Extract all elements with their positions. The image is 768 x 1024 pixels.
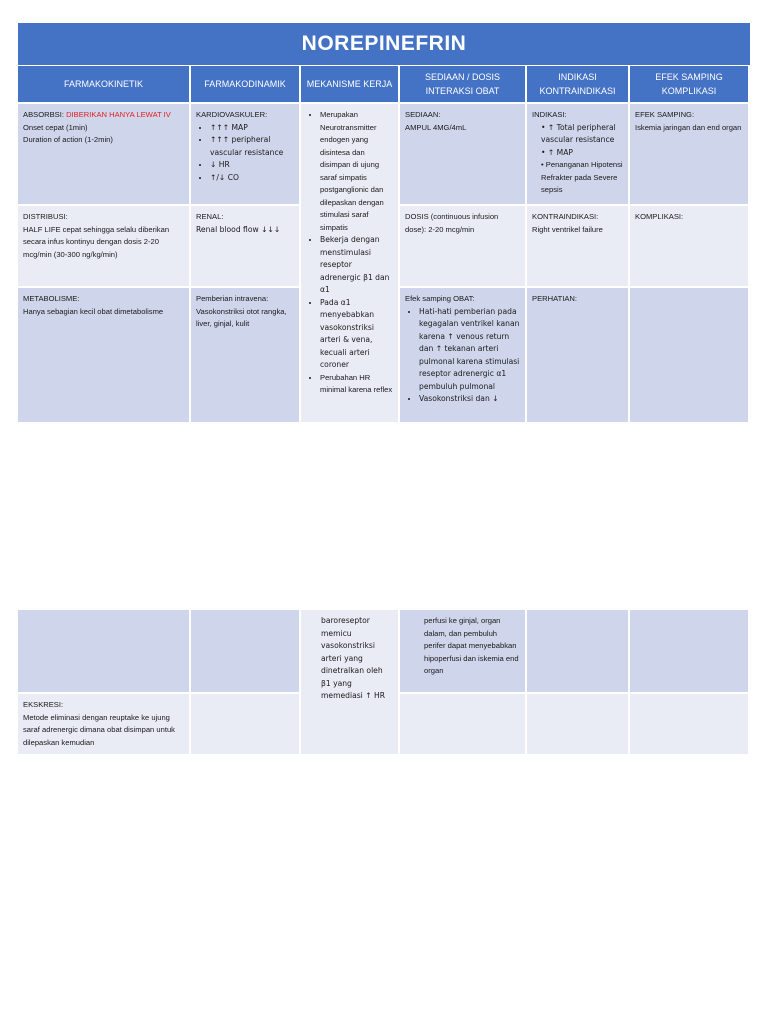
efek-obat-item: • Hati-hati pemberian pada kegagalan ventrikel kanan karena ↑ venous return dan ↑ tekanan arteri pulmonal karena stimulasi reseptor adrenergic α1 pembuluh pulmonal xyxy=(419,306,520,394)
kardio-label: KARDIOVASKULER: xyxy=(196,110,268,119)
distribusi-text: HALF LIFE cepat sehingga selalu diberikan secara infus kontinyu dengan dosis 2-20 mcg/min (30-300 ng/kg/min) xyxy=(23,224,170,259)
cell-empty xyxy=(191,694,301,756)
cell-kardiovaskuler xyxy=(191,104,301,206)
cell-indikasi xyxy=(527,104,630,206)
cell-empty xyxy=(527,610,630,694)
header-efek: EFEK SAMPING KOMPLIKASI xyxy=(630,66,750,104)
header-sediaan: SEDIAAN / DOSIS INTERAKSI OBAT xyxy=(400,66,527,104)
page-title: NOREPINEFRIN xyxy=(18,23,750,65)
cell-empty xyxy=(400,694,527,756)
absorbsi-duration: Duration of action (1-2min) xyxy=(23,135,113,144)
cell-sediaan xyxy=(400,104,527,206)
cell-pemberian xyxy=(191,288,301,424)
metabolisme-label: METABOLISME: xyxy=(23,294,80,303)
ekskresi-text: Metode eliminasi dengan reuptake ke ujung saraf adrenergic dimana obat disimpan untuk dilepaskan kemudian xyxy=(23,712,175,747)
perhatian-label: PERHATIAN: xyxy=(532,294,578,303)
cell-empty xyxy=(191,610,301,694)
cell-mekanisme xyxy=(301,104,400,424)
kardio-item: • ↑↑↑ peripheral vascular resistance xyxy=(210,134,294,159)
pemberian-text: Pemberian intravena: Vasokonstriksi otot rangka, liver, ginjal, kulit xyxy=(196,294,287,328)
header-indikasi: INDIKASI KONTRAINDIKASI xyxy=(527,66,630,104)
cell-metabolisme xyxy=(18,288,191,424)
efek-label: EFEK SAMPING: xyxy=(635,110,695,119)
header-mekanisme: MEKANISME KERJA xyxy=(301,66,400,104)
kontra-label: KONTRAINDIKASI: xyxy=(532,212,599,221)
cell-mekanisme-continued xyxy=(301,610,400,756)
header-farmakokinetik: FARMAKOKINETIK xyxy=(18,66,191,104)
cell-empty xyxy=(630,694,750,756)
absorbsi-label: ABSORBSI: xyxy=(23,110,64,119)
kardio-item: • ↑/↓ CO xyxy=(210,172,294,185)
cell-ekskresi xyxy=(18,694,191,756)
sediaan-text: AMPUL 4MG/4mL xyxy=(405,122,467,132)
continued-table xyxy=(18,610,750,756)
header-farmakodinamik: FARMAKODINAMIK xyxy=(191,66,301,104)
cell-komplikasi xyxy=(630,206,750,288)
cell-perhatian xyxy=(527,288,630,424)
cell-renal xyxy=(191,206,301,288)
cell-dosis xyxy=(400,206,527,288)
efek-obat-item: • Vasokonstriksi dan ↓ xyxy=(419,393,520,406)
cell-efek-samping-obat xyxy=(400,288,527,424)
sediaan-label: SEDIAAN: xyxy=(405,110,441,119)
renal-text: Renal blood flow ↓↓↓ xyxy=(196,224,281,234)
efek-obat-label: Efek samping OBAT: xyxy=(405,294,475,303)
cell-empty xyxy=(630,288,750,424)
efek-obat-continued-text: perfusi ke ginjal, organ dalam, dan pembuluh perifer dapat menyebabkan hipoperfusi dan iskemia end organ xyxy=(424,616,519,675)
cell-distribusi xyxy=(18,206,191,288)
distribusi-label: DISTRIBUSI: xyxy=(23,212,68,221)
indikasi-item: • ↑ Total peripheral vascular resistance xyxy=(541,122,616,144)
cell-efek-samping xyxy=(630,104,750,206)
kontra-text: Right ventrikel failure xyxy=(532,224,603,234)
top-table xyxy=(18,66,750,424)
absorbsi-onset: Onset cepat (1min) xyxy=(23,122,88,132)
mekanisme-item: • Bekerja dengan menstimulasi reseptor adrenergic β1 dan α1 xyxy=(320,234,393,297)
ekskresi-label: EKSKRESI: xyxy=(23,700,64,709)
mekanisme-continued-text: baroreseptor memicu vasokonstriksi arteri yang dinetralkan oleh β1 yang memediasi ↑ HR xyxy=(321,616,385,700)
indikasi-item: • ↑ MAP xyxy=(541,147,574,157)
mekanisme-item: • Pada α1 menyebabkan vasokonstriksi arteri & vena, kecuali arteri coroner xyxy=(320,297,393,372)
metabolisme-text: Hanya sebagian kecil obat dimetabolisme xyxy=(23,306,164,316)
renal-label: RENAL: xyxy=(196,212,224,221)
cell-empty xyxy=(630,610,750,694)
cell-kontraindikasi xyxy=(527,206,630,288)
indikasi-item: • Penanganan Hipotensi Refrakter pada Severe sepsis xyxy=(541,160,623,194)
kardio-item: • ↑↑↑ MAP xyxy=(210,122,294,135)
indikasi-label: INDIKASI: xyxy=(532,110,567,119)
dosis-text: DOSIS (continuous infusion dose): 2-20 mcg/min xyxy=(405,212,499,234)
absorbsi-highlight: DIBERIKAN HANYA LEWAT IV xyxy=(66,110,171,119)
komplikasi-label: KOMPLIKASI: xyxy=(635,212,684,221)
kardio-item: • ↓ HR xyxy=(210,159,294,172)
cell-efek-obat-continued xyxy=(400,610,527,694)
cell-empty xyxy=(18,610,191,694)
cell-absorbsi xyxy=(18,104,191,206)
header-row xyxy=(18,66,750,104)
mekanisme-item: • Perubahan HR minimal karena reflex xyxy=(320,372,393,397)
efek-text: Iskemia jaringan dan end organ xyxy=(635,122,742,132)
mekanisme-item: • Merupakan Neurotransmitter endogen yang disintesa dan disimpan di ujung saraf simpatis postganglionic dan dilepaskan dengan stimulasi saraf simpatis xyxy=(320,109,393,234)
cell-empty xyxy=(527,694,630,756)
